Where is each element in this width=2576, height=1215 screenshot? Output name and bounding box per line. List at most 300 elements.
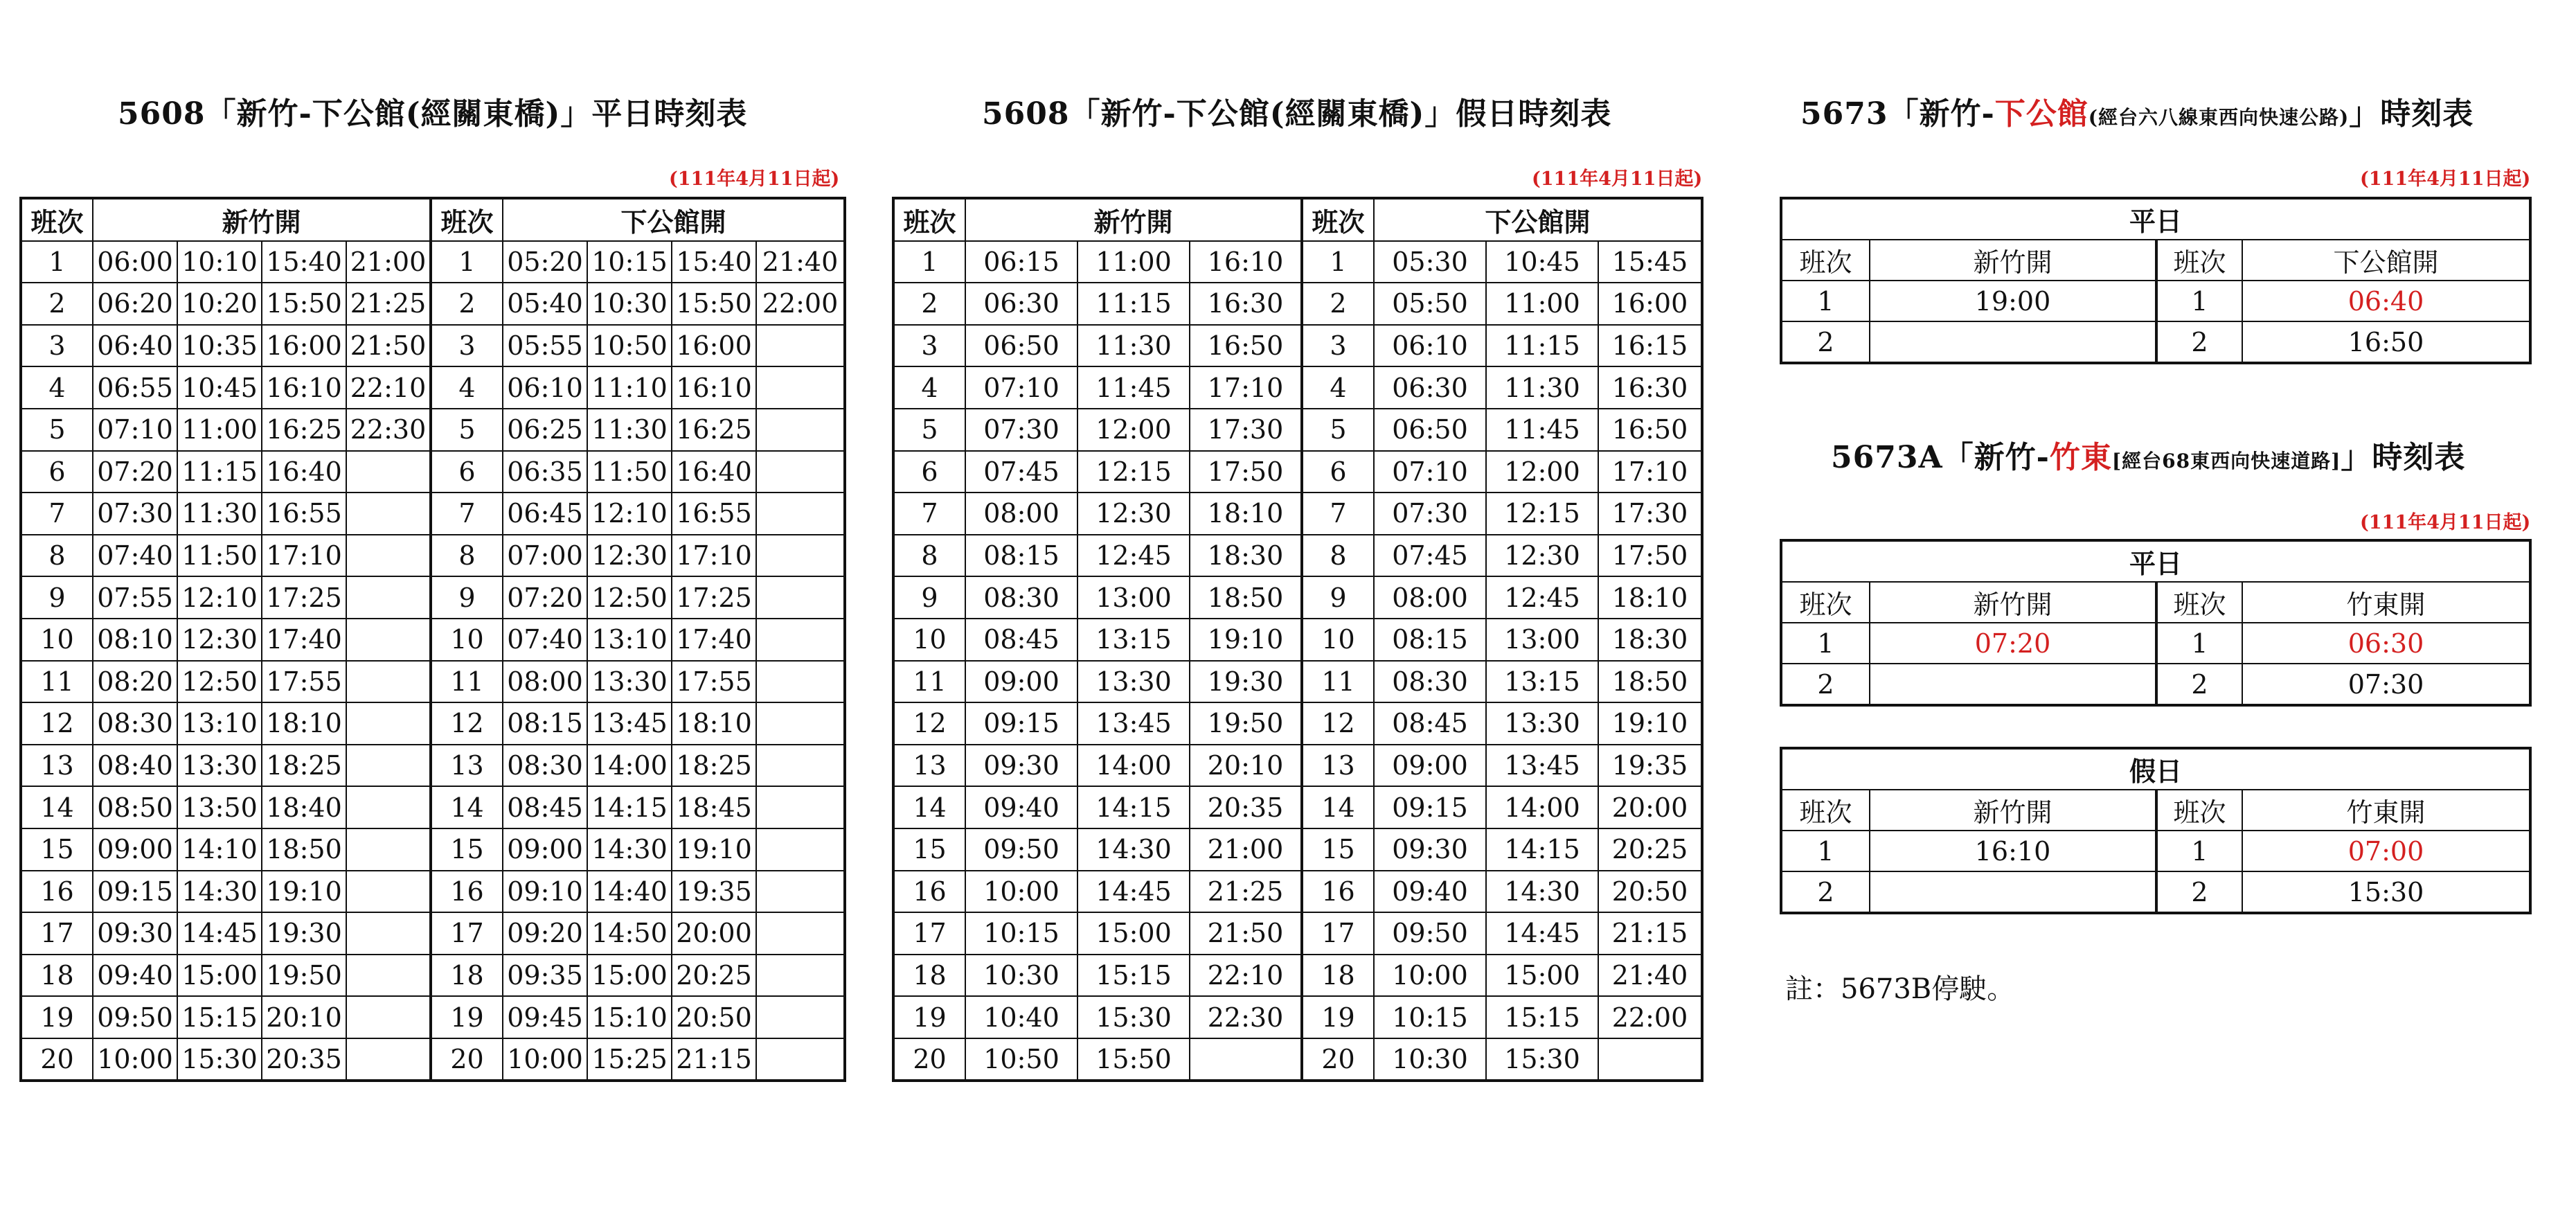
header-dep-hsinchu: 新竹開 (965, 198, 1302, 241)
departure-time-cell: 19:30 (1190, 661, 1302, 703)
route-5673A-weekday-table (1780, 539, 2532, 707)
column-header-row (1781, 240, 2530, 281)
departure-time-cell: 06:30 (965, 283, 1077, 325)
departure-time-cell: 10:40 (965, 996, 1077, 1038)
departure-time-cell (756, 702, 845, 745)
departure-time-cell: 16:15 (1598, 325, 1702, 367)
departure-time-cell: 20:35 (262, 1038, 346, 1081)
header-no: 班次 (431, 198, 503, 241)
departure-time-cell: 06:40 (2242, 281, 2530, 321)
departure-time-cell: 16:30 (1190, 283, 1302, 325)
departure-time-cell: 07:45 (1374, 535, 1486, 577)
trip-number-cell: 10 (1302, 619, 1374, 661)
departure-time-cell: 13:00 (1486, 619, 1598, 661)
trip-number-cell: 19 (893, 996, 965, 1038)
trip-number-cell: 9 (893, 576, 965, 619)
departure-time-cell: 06:50 (1374, 409, 1486, 451)
departure-time-cell: 13:30 (587, 661, 672, 703)
trip-number-cell: 2 (2156, 664, 2242, 705)
departure-time-cell: 18:40 (262, 786, 346, 828)
departure-time-cell: 15:00 (1486, 955, 1598, 997)
trip-number-cell: 2 (1302, 283, 1374, 325)
departure-time-cell (346, 661, 431, 703)
header-dep-zhudong: 竹東開 (2242, 582, 2530, 623)
departure-time-cell: 11:15 (1486, 325, 1598, 367)
departure-time-cell: 08:15 (1374, 619, 1486, 661)
departure-time-cell: 13:45 (587, 702, 672, 745)
table-row (1781, 871, 2530, 913)
trip-number-cell: 11 (1302, 661, 1374, 703)
departure-time-cell (1870, 321, 2156, 363)
departure-time-cell: 15:15 (1486, 996, 1598, 1038)
route-5673A-holiday-table (1780, 747, 2532, 914)
header-dep-xiagongguan: 下公館開 (1374, 198, 1702, 241)
departure-time-cell: 09:00 (503, 828, 587, 871)
table-row (21, 661, 845, 703)
trip-number-cell: 1 (1781, 623, 1870, 664)
departure-time-cell: 07:30 (93, 493, 177, 535)
departure-time-cell: 10:00 (1374, 955, 1486, 997)
trip-number-cell: 7 (21, 493, 93, 535)
section-holiday: 假日 (1781, 748, 2530, 790)
departure-time-cell: 07:40 (93, 535, 177, 577)
departure-time-cell (346, 702, 431, 745)
departure-time-cell: 07:30 (1374, 493, 1486, 535)
trip-number-cell: 12 (1302, 702, 1374, 745)
departure-time-cell: 18:50 (1598, 661, 1702, 703)
table-row (893, 493, 1702, 535)
trip-number-cell: 4 (431, 366, 503, 409)
trip-number-cell: 11 (21, 661, 93, 703)
header-no: 班次 (2156, 240, 2242, 281)
table-row (893, 409, 1702, 451)
departure-time-cell: 12:15 (1077, 451, 1190, 493)
table-row (21, 283, 845, 325)
trip-number-cell: 7 (431, 493, 503, 535)
departure-time-cell: 07:55 (93, 576, 177, 619)
departure-time-cell: 06:10 (1374, 325, 1486, 367)
departure-time-cell: 16:50 (1598, 409, 1702, 451)
table-row (893, 366, 1702, 409)
departure-time-cell: 12:30 (587, 535, 672, 577)
departure-time-cell: 06:35 (503, 451, 587, 493)
departure-time-cell: 10:35 (177, 325, 262, 367)
departure-time-cell: 06:30 (1374, 366, 1486, 409)
departure-time-cell: 15:15 (1077, 955, 1190, 997)
trip-number-cell: 1 (1781, 281, 1870, 321)
route-5673A-title (1831, 432, 2465, 477)
departure-time-cell: 15:15 (177, 996, 262, 1038)
departure-time-cell: 16:30 (1598, 366, 1702, 409)
title-suffix: 」時刻表 (2341, 440, 2466, 475)
departure-time-cell: 06:40 (93, 325, 177, 367)
departure-time-cell: 13:50 (177, 786, 262, 828)
departure-time-cell: 09:40 (965, 786, 1077, 828)
departure-time-cell: 15:50 (1077, 1038, 1190, 1081)
trip-number-cell: 9 (431, 576, 503, 619)
departure-time-cell: 14:45 (177, 912, 262, 955)
departure-time-cell: 15:30 (2242, 871, 2530, 913)
table-row (21, 493, 845, 535)
trip-number-cell: 19 (1302, 996, 1374, 1038)
departure-time-cell: 13:15 (1486, 661, 1598, 703)
departure-time-cell: 15:30 (177, 1038, 262, 1081)
column-header-row (1781, 582, 2530, 623)
route-5673A-effective-date: (111年4月11日起) (2360, 512, 2531, 533)
title-destination: 竹東 (2049, 440, 2112, 475)
title-via: [經台68東西向快速道路] (2111, 450, 2341, 472)
table-row (1781, 664, 2530, 705)
departure-time-cell: 13:00 (1077, 576, 1190, 619)
departure-time-cell: 16:00 (262, 325, 346, 367)
departure-time-cell: 12:10 (587, 493, 672, 535)
departure-time-cell: 06:25 (503, 409, 587, 451)
table-row (893, 702, 1702, 745)
table-row (1781, 281, 2530, 321)
trip-number-cell: 6 (431, 451, 503, 493)
trip-number-cell: 5 (21, 409, 93, 451)
trip-number-cell: 5 (893, 409, 965, 451)
departure-time-cell (346, 493, 431, 535)
departure-time-cell: 21:50 (346, 325, 431, 367)
trip-number-cell: 19 (21, 996, 93, 1038)
header-dep-hsinchu: 新竹開 (1870, 240, 2156, 281)
departure-time-cell: 09:50 (93, 996, 177, 1038)
departure-time-cell: 22:30 (346, 409, 431, 451)
departure-time-cell (346, 1038, 431, 1081)
departure-time-cell: 22:30 (1190, 996, 1302, 1038)
trip-number-cell: 3 (431, 325, 503, 367)
departure-time-cell: 11:30 (587, 409, 672, 451)
departure-time-cell: 14:15 (1077, 786, 1190, 828)
departure-time-cell: 10:15 (965, 912, 1077, 955)
departure-time-cell: 19:30 (262, 912, 346, 955)
weekday-5608-header-row (21, 198, 845, 241)
departure-time-cell (756, 661, 845, 703)
departure-time-cell: 16:10 (1190, 241, 1302, 283)
table-row (1781, 623, 2530, 664)
departure-time-cell (346, 955, 431, 997)
trip-number-cell: 17 (893, 912, 965, 955)
trip-number-cell: 1 (1302, 241, 1374, 283)
trip-number-cell: 9 (21, 576, 93, 619)
trip-number-cell: 17 (1302, 912, 1374, 955)
trip-number-cell: 6 (893, 451, 965, 493)
departure-time-cell: 16:40 (672, 451, 756, 493)
departure-time-cell: 14:45 (1077, 871, 1190, 913)
trip-number-cell: 3 (893, 325, 965, 367)
departure-time-cell: 20:10 (262, 996, 346, 1038)
table-row (893, 1038, 1702, 1081)
trip-number-cell: 14 (21, 786, 93, 828)
departure-time-cell: 13:30 (1077, 661, 1190, 703)
departure-time-cell: 11:30 (1486, 366, 1598, 409)
departure-time-cell: 21:40 (1598, 955, 1702, 997)
departure-time-cell: 11:45 (1077, 366, 1190, 409)
departure-time-cell: 16:25 (672, 409, 756, 451)
departure-time-cell: 19:10 (262, 871, 346, 913)
table-row (21, 996, 845, 1038)
departure-time-cell: 11:10 (587, 366, 672, 409)
departure-time-cell: 14:15 (587, 786, 672, 828)
departure-time-cell (1598, 1038, 1702, 1081)
table-row (893, 955, 1702, 997)
trip-number-cell: 4 (21, 366, 93, 409)
departure-time-cell: 21:25 (1190, 871, 1302, 913)
table-row (893, 871, 1702, 913)
table-row (21, 241, 845, 283)
section-weekday: 平日 (1781, 540, 2530, 582)
departure-time-cell: 08:20 (93, 661, 177, 703)
departure-time-cell: 05:30 (1374, 241, 1486, 283)
departure-time-cell: 14:30 (177, 871, 262, 913)
departure-time-cell: 16:50 (1190, 325, 1302, 367)
departure-time-cell: 15:30 (1077, 996, 1190, 1038)
departure-time-cell: 10:15 (587, 241, 672, 283)
departure-time-cell (756, 576, 845, 619)
departure-time-cell: 09:00 (93, 828, 177, 871)
departure-time-cell: 06:00 (93, 241, 177, 283)
departure-time-cell: 09:50 (965, 828, 1077, 871)
trip-number-cell: 16 (21, 871, 93, 913)
table-row (21, 745, 845, 787)
departure-time-cell: 16:00 (672, 325, 756, 367)
departure-time-cell: 09:15 (93, 871, 177, 913)
departure-time-cell (756, 325, 845, 367)
departure-time-cell: 12:50 (587, 576, 672, 619)
trip-number-cell: 18 (21, 955, 93, 997)
departure-time-cell (756, 786, 845, 828)
departure-time-cell: 16:55 (672, 493, 756, 535)
table-row (893, 451, 1702, 493)
departure-time-cell: 08:30 (93, 702, 177, 745)
section-header-row (1781, 748, 2530, 790)
departure-time-cell: 22:10 (1190, 955, 1302, 997)
departure-time-cell: 14:00 (1077, 745, 1190, 787)
departure-time-cell: 16:10 (672, 366, 756, 409)
table-row (21, 451, 845, 493)
route-5673-effective-date: (111年4月11日起) (2360, 168, 2531, 190)
departure-time-cell: 15:10 (587, 996, 672, 1038)
header-dep-zhudong: 竹東開 (2242, 790, 2530, 831)
departure-time-cell: 15:50 (262, 283, 346, 325)
trip-number-cell: 10 (21, 619, 93, 661)
trip-number-cell: 2 (2156, 321, 2242, 363)
departure-time-cell: 08:30 (1374, 661, 1486, 703)
trip-number-cell: 13 (1302, 745, 1374, 787)
departure-time-cell: 20:00 (1598, 786, 1702, 828)
departure-time-cell: 06:55 (93, 366, 177, 409)
trip-number-cell: 2 (2156, 871, 2242, 913)
trip-number-cell: 2 (1781, 871, 1870, 913)
table-row (21, 576, 845, 619)
trip-number-cell: 15 (431, 828, 503, 871)
departure-time-cell: 07:30 (965, 409, 1077, 451)
departure-time-cell: 07:45 (965, 451, 1077, 493)
header-dep-hsinchu: 新竹開 (1870, 790, 2156, 831)
departure-time-cell: 19:10 (1598, 702, 1702, 745)
trip-number-cell: 8 (21, 535, 93, 577)
departure-time-cell: 20:35 (1190, 786, 1302, 828)
departure-time-cell: 08:50 (93, 786, 177, 828)
departure-time-cell: 09:30 (965, 745, 1077, 787)
departure-time-cell: 10:10 (177, 241, 262, 283)
trip-number-cell: 14 (893, 786, 965, 828)
header-no: 班次 (21, 198, 93, 241)
departure-time-cell: 14:30 (587, 828, 672, 871)
trip-number-cell: 19 (431, 996, 503, 1038)
section-header-row (1781, 198, 2530, 240)
trip-number-cell: 11 (893, 661, 965, 703)
header-no: 班次 (1302, 198, 1374, 241)
trip-number-cell: 20 (21, 1038, 93, 1081)
departure-time-cell (346, 576, 431, 619)
departure-time-cell: 16:10 (1870, 831, 2156, 871)
departure-time-cell: 19:35 (672, 871, 756, 913)
departure-time-cell (346, 619, 431, 661)
title-via: (經台六八線東西向快速公路) (2088, 106, 2350, 129)
trip-number-cell: 6 (21, 451, 93, 493)
departure-time-cell: 13:45 (1486, 745, 1598, 787)
departure-time-cell: 11:30 (177, 493, 262, 535)
departure-time-cell: 10:30 (1374, 1038, 1486, 1081)
departure-time-cell (756, 366, 845, 409)
trip-number-cell: 2 (1781, 664, 1870, 705)
trip-number-cell: 1 (431, 241, 503, 283)
departure-time-cell: 18:10 (672, 702, 756, 745)
departure-time-cell: 20:00 (672, 912, 756, 955)
trip-number-cell: 10 (431, 619, 503, 661)
departure-time-cell (346, 451, 431, 493)
departure-time-cell: 17:25 (672, 576, 756, 619)
departure-time-cell: 07:00 (503, 535, 587, 577)
departure-time-cell: 18:10 (1598, 576, 1702, 619)
departure-time-cell: 11:50 (177, 535, 262, 577)
departure-time-cell: 13:10 (177, 702, 262, 745)
trip-number-cell: 1 (893, 241, 965, 283)
departure-time-cell: 09:20 (503, 912, 587, 955)
departure-time-cell: 19:00 (1870, 281, 2156, 321)
departure-time-cell: 08:30 (503, 745, 587, 787)
departure-time-cell: 19:10 (672, 828, 756, 871)
departure-time-cell: 18:30 (1598, 619, 1702, 661)
column-header-row (1781, 790, 2530, 831)
table-row (21, 325, 845, 367)
trip-number-cell: 6 (1302, 451, 1374, 493)
departure-time-cell: 16:40 (262, 451, 346, 493)
departure-time-cell: 08:00 (1374, 576, 1486, 619)
table-row (893, 619, 1702, 661)
departure-time-cell: 10:45 (177, 366, 262, 409)
departure-time-cell: 10:30 (965, 955, 1077, 997)
departure-time-cell: 13:30 (1486, 702, 1598, 745)
table-row (21, 912, 845, 955)
departure-time-cell: 09:50 (1374, 912, 1486, 955)
departure-time-cell: 09:15 (1374, 786, 1486, 828)
departure-time-cell: 07:10 (965, 366, 1077, 409)
departure-time-cell: 21:15 (672, 1038, 756, 1081)
departure-time-cell (756, 493, 845, 535)
departure-time-cell: 12:50 (177, 661, 262, 703)
trip-number-cell: 2 (893, 283, 965, 325)
section-weekday: 平日 (1781, 198, 2530, 240)
holiday-5608-header-row (893, 198, 1702, 241)
table-row (893, 535, 1702, 577)
departure-time-cell: 18:50 (262, 828, 346, 871)
header-no: 班次 (1781, 240, 1870, 281)
departure-time-cell: 07:30 (2242, 664, 2530, 705)
departure-time-cell: 15:40 (262, 241, 346, 283)
departure-time-cell: 11:30 (1077, 325, 1190, 367)
departure-time-cell (346, 871, 431, 913)
departure-time-cell: 08:30 (965, 576, 1077, 619)
header-no: 班次 (2156, 582, 2242, 623)
departure-time-cell: 15:25 (587, 1038, 672, 1081)
departure-time-cell: 22:00 (756, 283, 845, 325)
header-no: 班次 (2156, 790, 2242, 831)
departure-time-cell: 05:20 (503, 241, 587, 283)
departure-time-cell: 16:55 (262, 493, 346, 535)
trip-number-cell: 8 (1302, 535, 1374, 577)
departure-time-cell: 18:50 (1190, 576, 1302, 619)
departure-time-cell: 14:50 (587, 912, 672, 955)
departure-time-cell: 14:30 (1077, 828, 1190, 871)
title-destination: 下公館 (1994, 96, 2088, 132)
departure-time-cell: 11:00 (1077, 241, 1190, 283)
weekday-5608-table (19, 197, 846, 1082)
trip-number-cell: 4 (893, 366, 965, 409)
trip-number-cell: 5 (1302, 409, 1374, 451)
departure-time-cell: 19:50 (1190, 702, 1302, 745)
departure-time-cell: 12:00 (1486, 451, 1598, 493)
departure-time-cell: 14:15 (1486, 828, 1598, 871)
table-row (893, 828, 1702, 871)
trip-number-cell: 17 (431, 912, 503, 955)
trip-number-cell: 4 (1302, 366, 1374, 409)
trip-number-cell: 18 (893, 955, 965, 997)
trip-number-cell: 1 (2156, 831, 2242, 871)
departure-time-cell: 14:10 (177, 828, 262, 871)
departure-time-cell: 08:00 (965, 493, 1077, 535)
departure-time-cell: 16:50 (2242, 321, 2530, 363)
departure-time-cell (346, 535, 431, 577)
departure-time-cell: 07:40 (503, 619, 587, 661)
table-row (893, 576, 1702, 619)
departure-time-cell (756, 535, 845, 577)
departure-time-cell: 14:30 (1486, 871, 1598, 913)
trip-number-cell: 8 (893, 535, 965, 577)
departure-time-cell: 12:45 (1486, 576, 1598, 619)
table-row (21, 1038, 845, 1081)
trip-number-cell: 16 (893, 871, 965, 913)
departure-time-cell: 09:30 (93, 912, 177, 955)
departure-time-cell (756, 409, 845, 451)
departure-time-cell: 21:50 (1190, 912, 1302, 955)
departure-time-cell: 18:45 (672, 786, 756, 828)
trip-number-cell: 18 (431, 955, 503, 997)
table-row (21, 828, 845, 871)
trip-number-cell: 2 (431, 283, 503, 325)
trip-number-cell: 7 (1302, 493, 1374, 535)
table-row (1781, 831, 2530, 871)
departure-time-cell: 17:40 (262, 619, 346, 661)
departure-time-cell: 18:30 (1190, 535, 1302, 577)
table-row (893, 912, 1702, 955)
weekday-5608-effective-date: (111年4月11日起) (669, 168, 840, 190)
departure-time-cell: 19:10 (1190, 619, 1302, 661)
departure-time-cell: 12:15 (1486, 493, 1598, 535)
table-row (21, 871, 845, 913)
